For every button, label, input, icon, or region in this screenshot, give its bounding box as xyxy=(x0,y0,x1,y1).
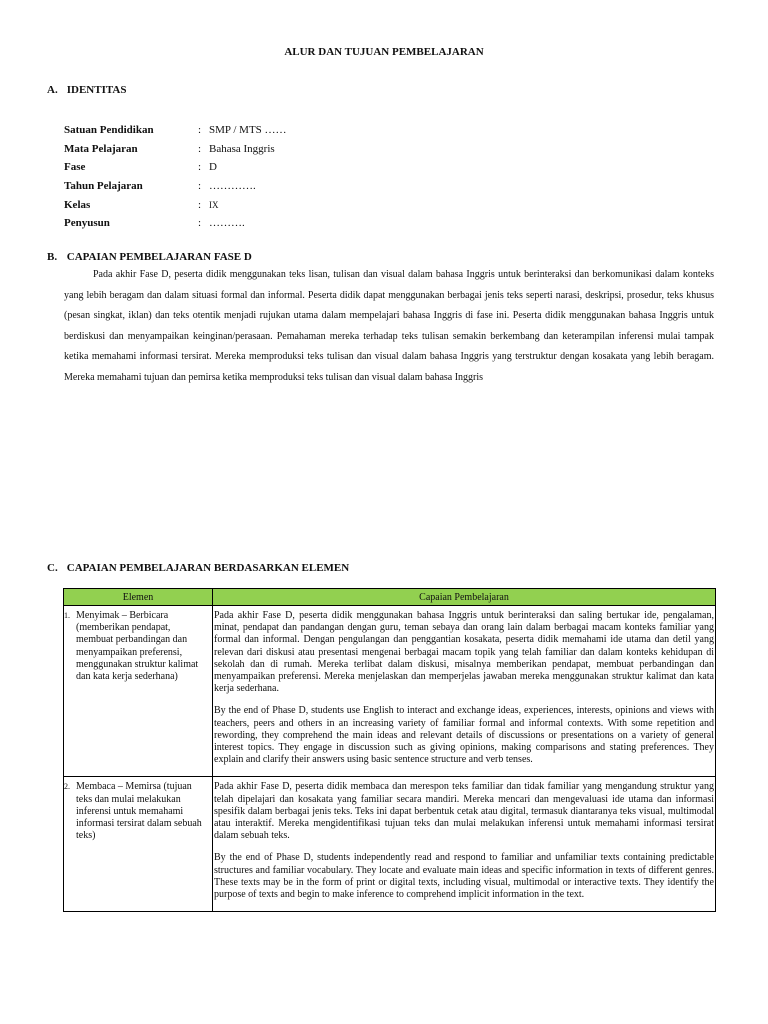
table-row xyxy=(64,606,716,777)
identity-separator: : xyxy=(198,124,202,137)
section-b-title: CAPAIAN PEMBELAJARAN FASE D xyxy=(66,251,252,263)
capaian-text-en: By the end of Phase D, students independently read and respond to familiar and unfamiliar texts containing predictable structures and familiar vocabulary. They locate and evaluate main ideas and specific information in texts of different genres. These texts may be in the form of print or digital texts, including visual, multimodal or interactive texts. They identify the purpose of texts and begin to make inference to comprehend implicit information in the text. xyxy=(214,852,714,901)
capaian-text-id: Pada akhir Fase D, peserta didik menggunakan bahasa Inggris untuk berinteraksi dan saling bertukar ide, pengalaman, minat, pendapat dan pandangan dengan guru, teman sebaya dan orang lain dalam berbagai macam konteks familiar yang formal dan informal. Dengan pengulangan dan penggantian kosakata, peserta didik memahami ide utama dan detil yang relevan dari diskusi atau presentasi mengenai berbagai macam topik yang telah familiar dan dalam konteks kehidupan di sekolah dan di rumah. Mereka terlibat dalam diskusi, misalnya memberikan pendapat, membuat perbandingan dan menyampaikan preferensi. Mereka menjelaskan dan memperjelas jawaban mereka menggunakan struktur kalimat dan kata kerja sederhana. xyxy=(214,610,714,695)
elemen-text: Menyimak – Berbicara (memberikan pendapat, membuat perbandingan dan menyampaikan preferensi, menggunakan struktur kalimat dan kata kerja sederhana) xyxy=(76,610,199,683)
identity-label: Fase xyxy=(64,161,86,174)
identity-label: Tahun Pelajaran xyxy=(64,180,143,193)
identity-row xyxy=(64,177,287,196)
identity-separator: : xyxy=(198,217,202,230)
section-a-number: A. xyxy=(47,84,58,96)
document-title: ALUR DAN TUJUAN PEMBELAJARAN xyxy=(284,46,484,58)
table-row xyxy=(64,777,716,912)
identity-value: Bahasa Inggris xyxy=(209,142,275,155)
identity-value: ………. xyxy=(209,217,245,230)
identity-label: Kelas xyxy=(64,198,91,211)
identity-label: Penyusun xyxy=(64,217,110,230)
header-capaian: Capaian Pembelajaran xyxy=(213,589,716,606)
capaian-cell xyxy=(213,606,716,777)
row-number: 2. xyxy=(64,782,70,792)
identity-value: SMP / MTS …… xyxy=(209,124,287,137)
identity-table xyxy=(64,121,287,233)
elemen-text: Membaca – Memirsa (tujuan teks dan mulai melakukan inferensi untuk memahami informasi tersirat dalam sebuah teks) xyxy=(76,781,202,842)
identity-separator: : xyxy=(198,180,202,193)
capaian-cell xyxy=(213,777,716,912)
section-c-heading xyxy=(47,562,349,574)
capaian-text-id: Pada akhir Fase D, peserta didik membaca dan merespon teks familiar dan tidak familiar yang mengandung struktur yang telah dipelajari dan kosakata yang familiar secara mandiri. Mereka mencari dan mengevaluasi ide utama dan informasi spesifik dalam berbagai jenis teks. Teks ini dapat berbentuk cetak atau digital, termasuk diantaranya teks visual, multimodal atau interaktif. Mereka mengidentifikasi tujuan teks dan mulai melakukan inferensi untuk memahami informasi tersirat dalam sebuah teks. xyxy=(214,781,714,842)
elemen-cell xyxy=(64,606,213,777)
identity-value: D xyxy=(209,161,217,174)
identity-row xyxy=(64,121,287,140)
section-a-heading xyxy=(47,84,126,96)
elemen-cell xyxy=(64,777,213,912)
header-elemen: Elemen xyxy=(64,589,213,606)
row-number: 1. xyxy=(64,611,70,620)
section-c-title: CAPAIAN PEMBELAJARAN BERDASARKAN ELEMEN xyxy=(66,562,350,574)
identity-row xyxy=(64,140,287,159)
identity-separator: : xyxy=(198,198,202,211)
identity-row xyxy=(64,195,287,214)
section-a-title: IDENTITAS xyxy=(66,84,127,96)
section-c-number: C. xyxy=(47,562,58,574)
identity-value: …………. xyxy=(209,180,256,193)
achievement-table xyxy=(63,588,716,912)
section-b-number: B. xyxy=(47,251,58,263)
table-header-row xyxy=(64,589,716,606)
identity-value: IX xyxy=(209,199,219,210)
section-b-heading xyxy=(47,251,252,263)
identity-separator: : xyxy=(198,142,202,155)
capaian-text-en: By the end of Phase D, students use English to interact and exchange ideas, experiences, interests, opinions and views with teachers, peers and others in an increasing variety of familiar formal and informal contexts. With some repetition and rewording, they comprehend the main ideas and relevant details of discussions or presentations on a variety of general interest topics. They engage in discussion such as giving opinions, making comparisons and stating preferences. They explain and clarify their answers using basic sentence structure and verb tenses. xyxy=(214,705,714,766)
identity-separator: : xyxy=(198,161,202,174)
identity-row xyxy=(64,214,287,233)
section-b-paragraph: Pada akhir Fase D, peserta didik menggunakan teks lisan, tulisan dan visual dalam bahasa Inggris untuk berinteraksi dan berkomunikasi dalam konteks yang lebih beragam dan dalam situasi formal dan informal. Peserta didik dapat menggunakan berbagai jenis teks seperti narasi, deskripsi, prosedur, teks khusus (pesan singkat, iklan) dan teks otentik menjadi rujukan utama dalam mempelajari bahasa Inggris di fase ini. Peserta didik menggunakan bahasa Inggris untuk berdiskusi dan menyampaikan keinginan/perasaan. Pemahaman mereka terhadap teks tulisan semakin berkembang dan keterampilan inferensi mulai tampak ketika memahami informasi tersirat. Mereka memproduksi teks tulisan dan visual dalam bahasa Inggris yang terstruktur dengan kosakata yang lebih beragam. Mereka memahami tujuan dan pemirsa ketika memproduksi teks tulisan dan visual dalam bahasa Inggris xyxy=(64,269,714,383)
identity-label: Satuan Pendidikan xyxy=(64,124,154,137)
identity-label: Mata Pelajaran xyxy=(64,142,138,155)
identity-row xyxy=(64,158,287,177)
